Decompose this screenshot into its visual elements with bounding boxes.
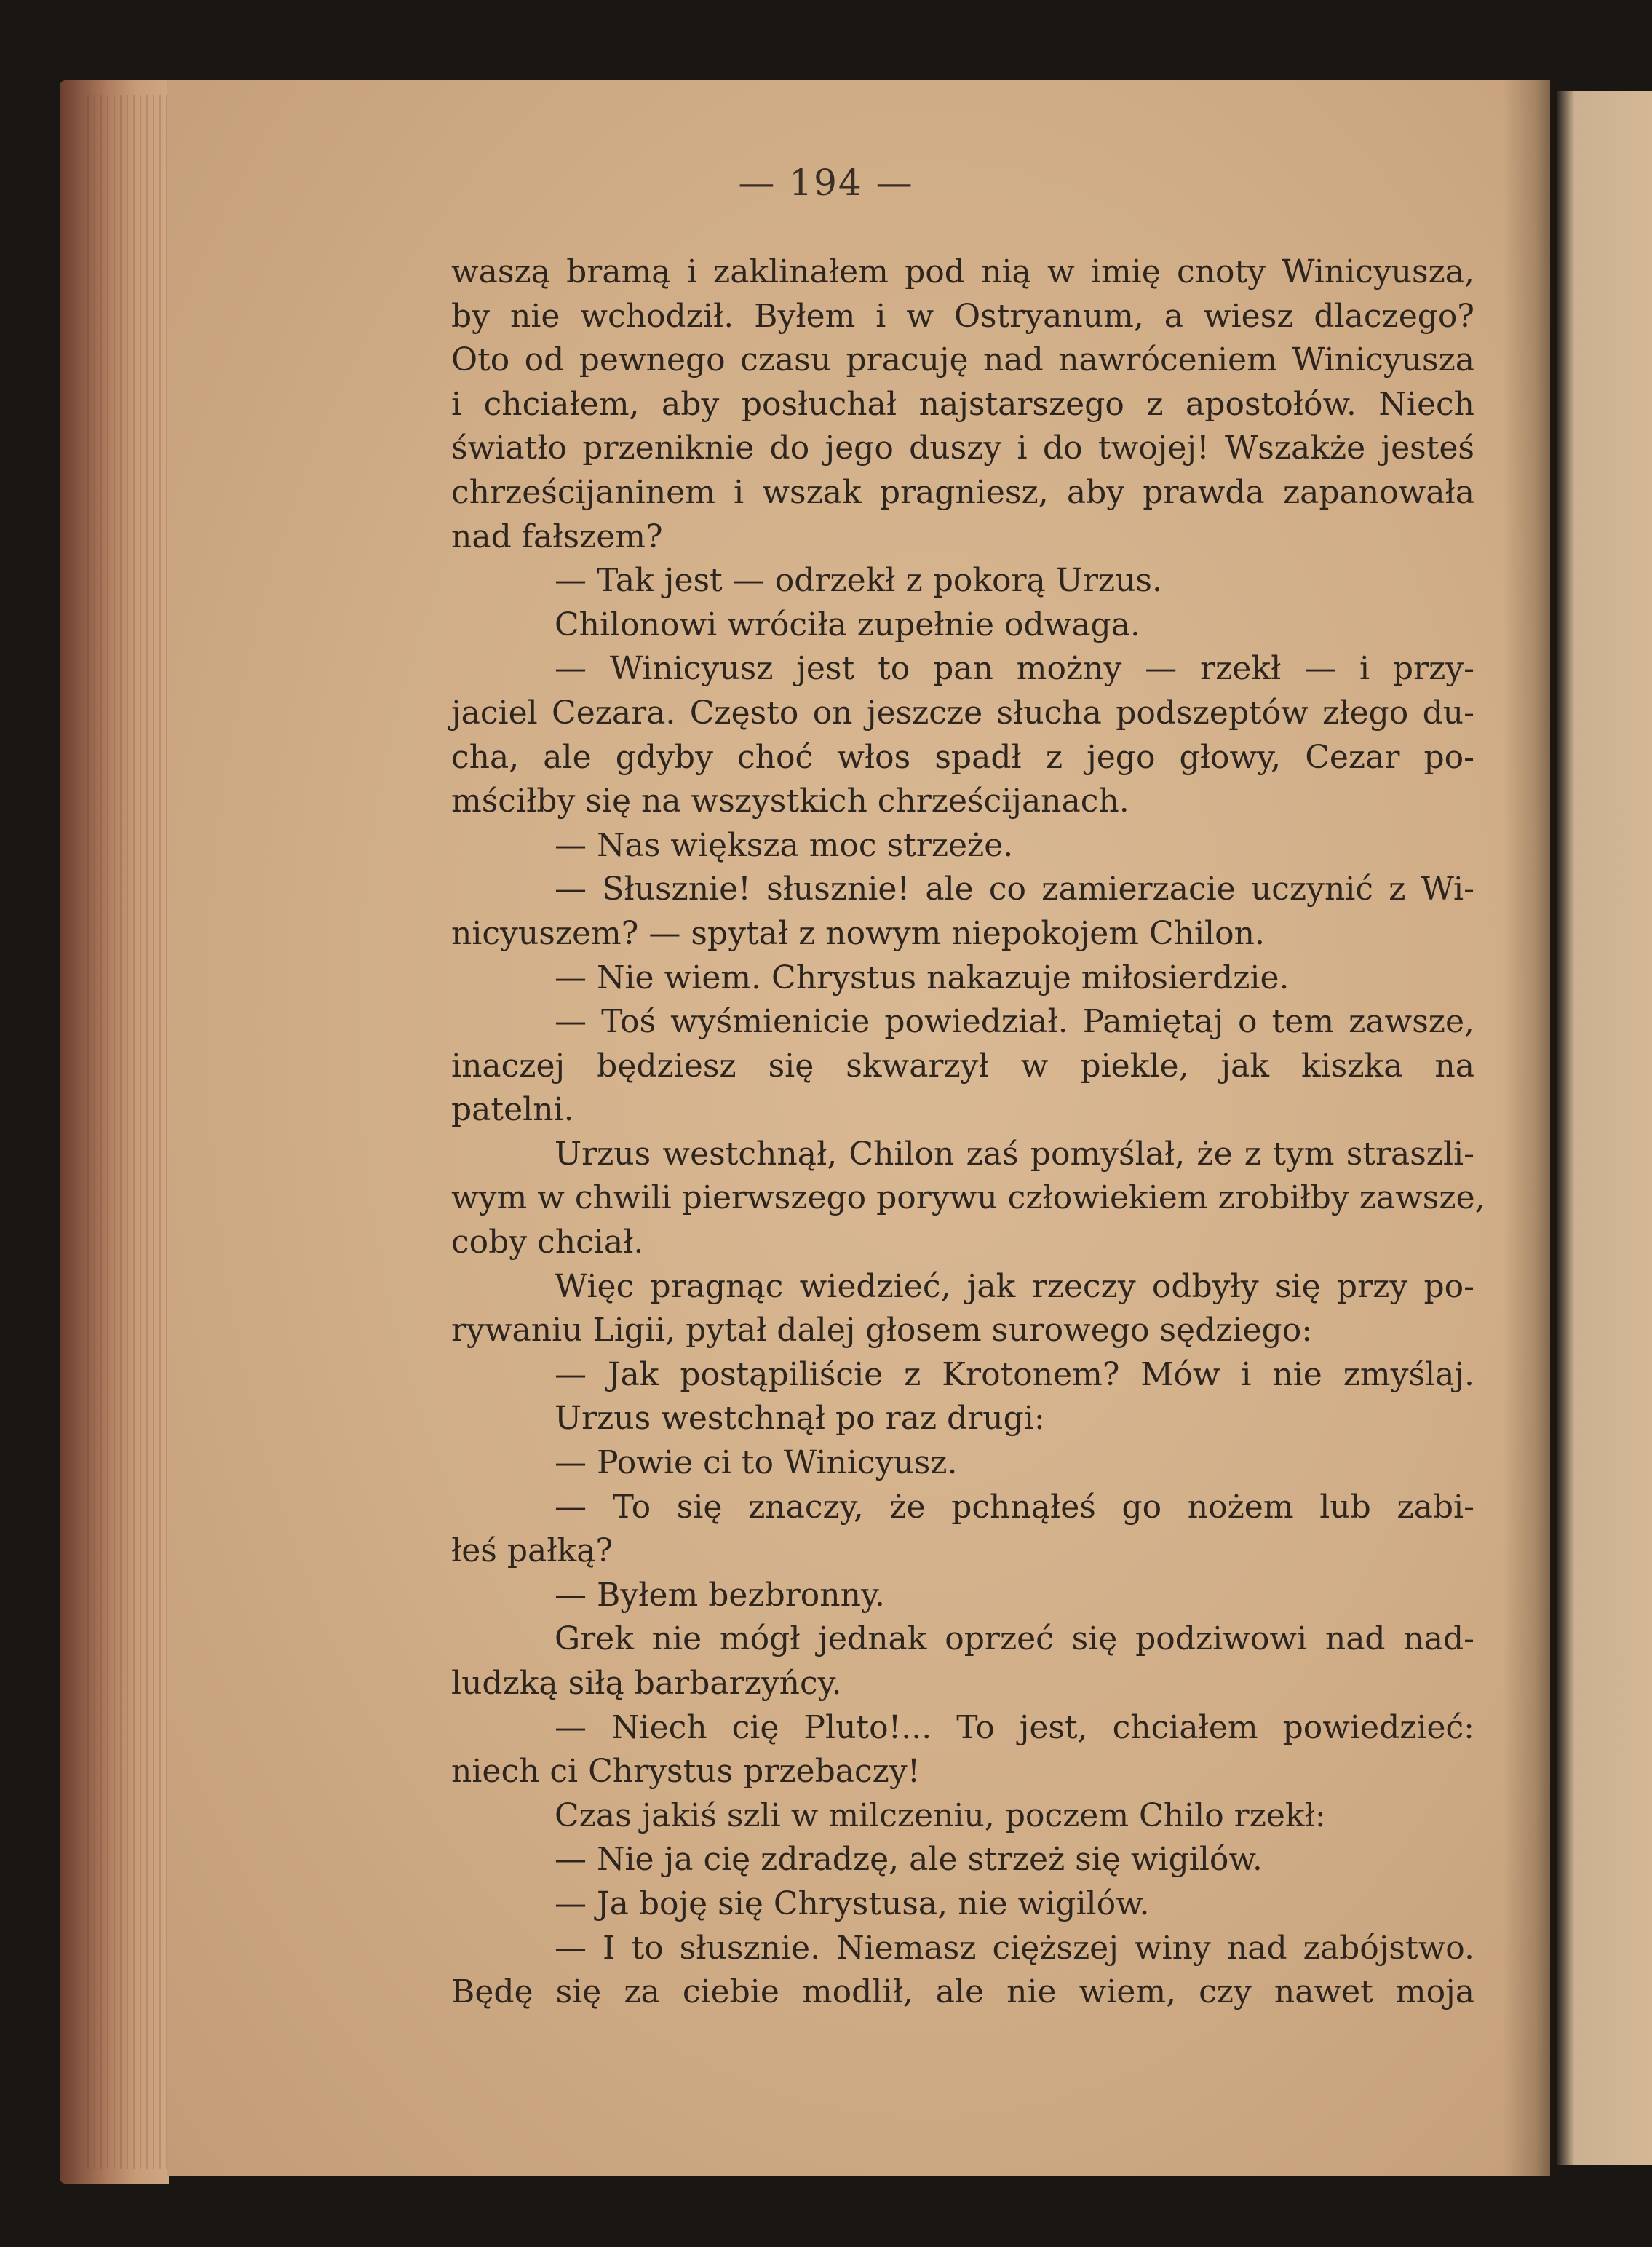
text-line: mściłby się na wszystkich chrześcijanach. xyxy=(451,782,1129,820)
text-line: — I to słusznie. Niemasz cięższej winy nad zabójstwo. xyxy=(555,1929,1474,1967)
page-edge-texture xyxy=(87,95,167,2169)
text-line: i chciałem, aby posłuchał najstarszego z apostołów. Niech xyxy=(451,385,1474,423)
text-line: — Nie wiem. Chrystus nakazuje miłosierdzie. xyxy=(555,959,1290,996)
text-line: Urzus westchnął, Chilon zaś pomyślał, że z tym straszli- xyxy=(555,1135,1474,1173)
text-line: — Ja boję się Chrystusa, nie wigilów. xyxy=(555,1885,1150,1922)
text-line: Oto od pewnego czasu pracuję nad nawróceniem Winicyusza xyxy=(451,341,1474,379)
text-line: Czas jakiś szli w milczeniu, poczem Chilo rzekł: xyxy=(555,1796,1326,1834)
text-line: Więc pragnąc wiedzieć, jak rzeczy odbyły się przy po- xyxy=(555,1267,1474,1305)
text-line: — Nie ja cię zdradzę, ale strzeż się wigilów. xyxy=(555,1841,1263,1879)
text-line: jaciel Cezara. Często on jeszcze słucha podszeptów złego du- xyxy=(451,694,1474,732)
text-line: wym w chwili pierwszego porywu człowiekiem zrobiłby zawsze, xyxy=(451,1179,1485,1217)
text-line: ludzką siłą barbarzyńcy. xyxy=(451,1665,842,1702)
text-line: — Jak postąpiliście z Krotonem? Mów i nie zmyślaj. xyxy=(555,1355,1474,1393)
text-line: — Tak jest — odrzekł z pokorą Urzus. xyxy=(555,562,1162,600)
text-line: — To się znaczy, że pchnąłeś go nożem lub zabi- xyxy=(555,1488,1474,1526)
text-line: światło przeniknie do jego duszy i do twojej! Wszakże jesteś xyxy=(451,429,1474,467)
text-line: łeś pałką? xyxy=(451,1532,613,1570)
text-line: — Słusznie! słusznie! ale co zamierzacie uczynić z Wi- xyxy=(555,871,1474,908)
text-line: coby chciał. xyxy=(451,1224,644,1261)
text-line: — Byłem bezbronny. xyxy=(555,1576,885,1614)
text-line: — Winicyusz jest to pan możny — rzekł — i przy- xyxy=(555,650,1474,688)
text-line: waszą bramą i zaklinałem pod nią w imię cnoty Winicyusza, xyxy=(451,253,1474,290)
text-line: by nie wchodził. Byłem i w Ostryanum, a wiesz dlaczego? xyxy=(451,297,1474,335)
page-body-text xyxy=(451,250,1485,2015)
text-line: — Toś wyśmienicie powiedział. Pamiętaj o tem zawsze, xyxy=(555,1003,1474,1041)
text-line: Będę się za ciebie modlił, ale nie wiem, czy nawet moja xyxy=(451,1973,1474,2011)
text-line: rywaniu Ligii, pytał dalej głosem surowego sędziego: xyxy=(451,1312,1313,1350)
spine-shadow xyxy=(1503,80,1557,2176)
text-line: nad fałszem? xyxy=(451,518,663,555)
facing-page-sliver xyxy=(1557,91,1652,2165)
text-line: — Nas większa moc strzeże. xyxy=(555,826,1014,864)
text-line: Urzus westchnął po raz drugi: xyxy=(555,1400,1045,1438)
text-line: — Niech cię Pluto!... To jest, chciałem powiedzieć: xyxy=(555,1708,1474,1746)
text-line: Chilonowi wróciła zupełnie odwaga. xyxy=(555,606,1140,643)
text-line: nicyuszem? — spytał z nowym niepokojem Chilon. xyxy=(451,914,1265,952)
text-line: Grek nie mógł jednak oprzeć się podziwowi nad nad- xyxy=(555,1620,1474,1658)
text-line: inaczej będziesz się skwarzył w piekle, jak kiszka na xyxy=(451,1047,1474,1085)
text-line: patelni. xyxy=(451,1091,574,1129)
text-line: chrześcijaninem i wszak pragniesz, aby prawda zapanowała xyxy=(451,473,1474,511)
text-line: niech ci Chrystus przebaczy! xyxy=(451,1753,921,1791)
text-line: — Powie ci to Winicyusz. xyxy=(555,1444,958,1482)
text-line: cha, ale gdyby choć włos spadł z jego głowy, Cezar po- xyxy=(451,738,1474,776)
page-number: — 194 — xyxy=(738,162,914,204)
